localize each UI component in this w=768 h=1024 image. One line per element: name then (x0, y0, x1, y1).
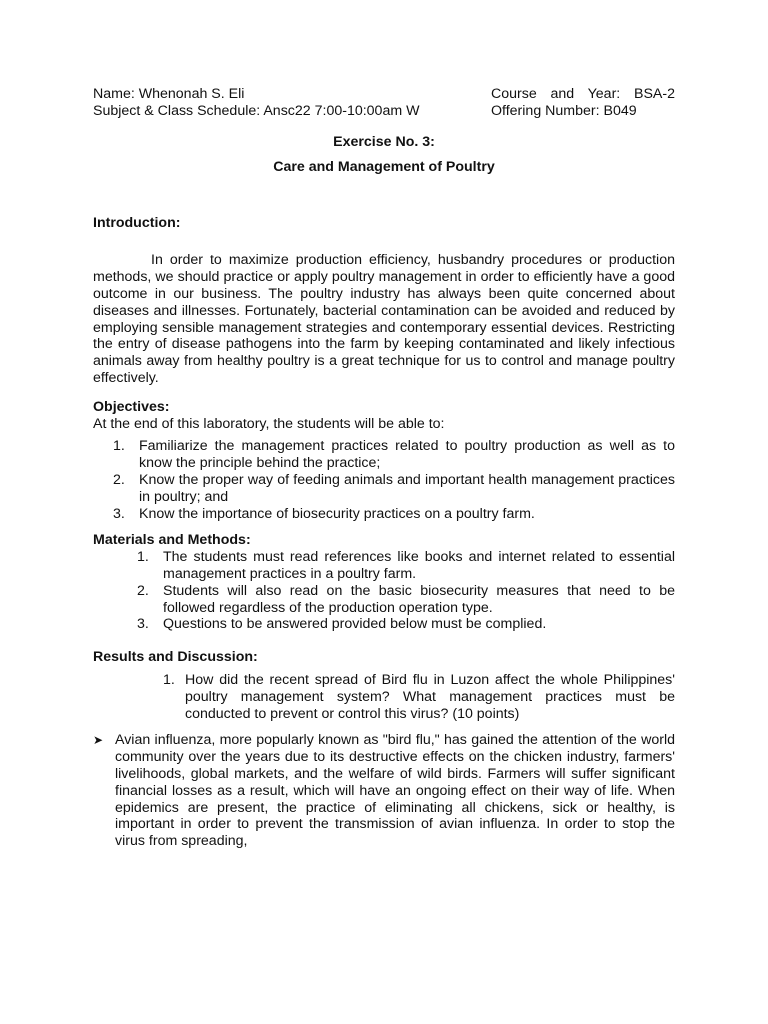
objectives-list (93, 438, 675, 522)
header-row-2 (93, 103, 675, 120)
list-item: 1. The students must read references like books and internet related to essential management practices in a poultry farm. (137, 549, 675, 582)
answer-bullet (93, 732, 675, 850)
introduction-heading: Introduction: (93, 214, 181, 231)
offering-number: Offering Number: B049 (491, 103, 637, 119)
materials-methods-heading: Materials and Methods: (93, 532, 251, 549)
document-page (93, 86, 675, 850)
list-item: 3. Questions to be answered provided below must be complied. (137, 616, 547, 633)
header-row-1 (93, 86, 675, 103)
list-item: 2. Know the proper way of feeding animals and important health management practices in poultry; and (113, 471, 675, 505)
subject-schedule: Subject & Class Schedule: Ansc22 7:00-10:00am W (93, 103, 420, 119)
results-discussion-list (93, 672, 675, 722)
objectives-heading: Objectives: (93, 398, 170, 415)
list-item: 2. Students will also read on the basic biosecurity measures that need to be followed regardless of the production operation type. (137, 582, 675, 616)
list-item: 1. How did the recent spread of Bird flu in Luzon affect the whole Philippines' poultry management system? What management practices must be conducted to prevent or control this virus? (10 points) (163, 671, 675, 722)
results-discussion-heading: Results and Discussion: (93, 649, 258, 666)
course-year: Course and Year: BSA-2 (491, 86, 675, 102)
introduction-body: In order to maximize production efficiency, husbandry procedures or production methods, we should practice or apply poultry management in order to efficiently have a good outcome in our business. The poultry industry has always been quite concerned about diseases and illnesses. Fortunately, bacterial contamination can be avoided and reduced by employing sensible management strategies and contemporary essential devices. Restricting the entry of disease pathogens into the farm by keeping contaminated and likely infectious animals away from healthy poultry is a great technique for us to control and manage poultry effectively. (93, 252, 675, 386)
materials-methods-list (93, 549, 675, 633)
exercise-subtitle: Care and Management of Poultry (273, 158, 495, 175)
objectives-lead: At the end of this laboratory, the students will be able to: (93, 415, 445, 432)
student-name: Name: Whenonah S. Eli (93, 86, 245, 102)
list-item: 1. Familiarize the management practices related to poultry production as well as to know the principle behind the practice; (113, 438, 675, 472)
exercise-title: Exercise No. 3: (333, 134, 435, 150)
list-item: 3. Know the importance of biosecurity practices on a poultry farm. (113, 505, 535, 522)
arrow-bullet-icon: ➤ (93, 733, 104, 748)
answer-text: Avian influenza, more popularly known as "bird flu," has gained the attention of the world community over the years due to its destructive effects on the chicken industry, farmers' livelihoods, global markets, and the welfare of wild birds. Farmers will suffer significant financial losses as a result, which will have an ongoing effect on their way of life. When epidemics are present, the practice of eliminating all chickens, sick or healthy, is important in order to prevent the transmission of avian influenza. In order to stop the virus from spreading, (115, 732, 675, 850)
